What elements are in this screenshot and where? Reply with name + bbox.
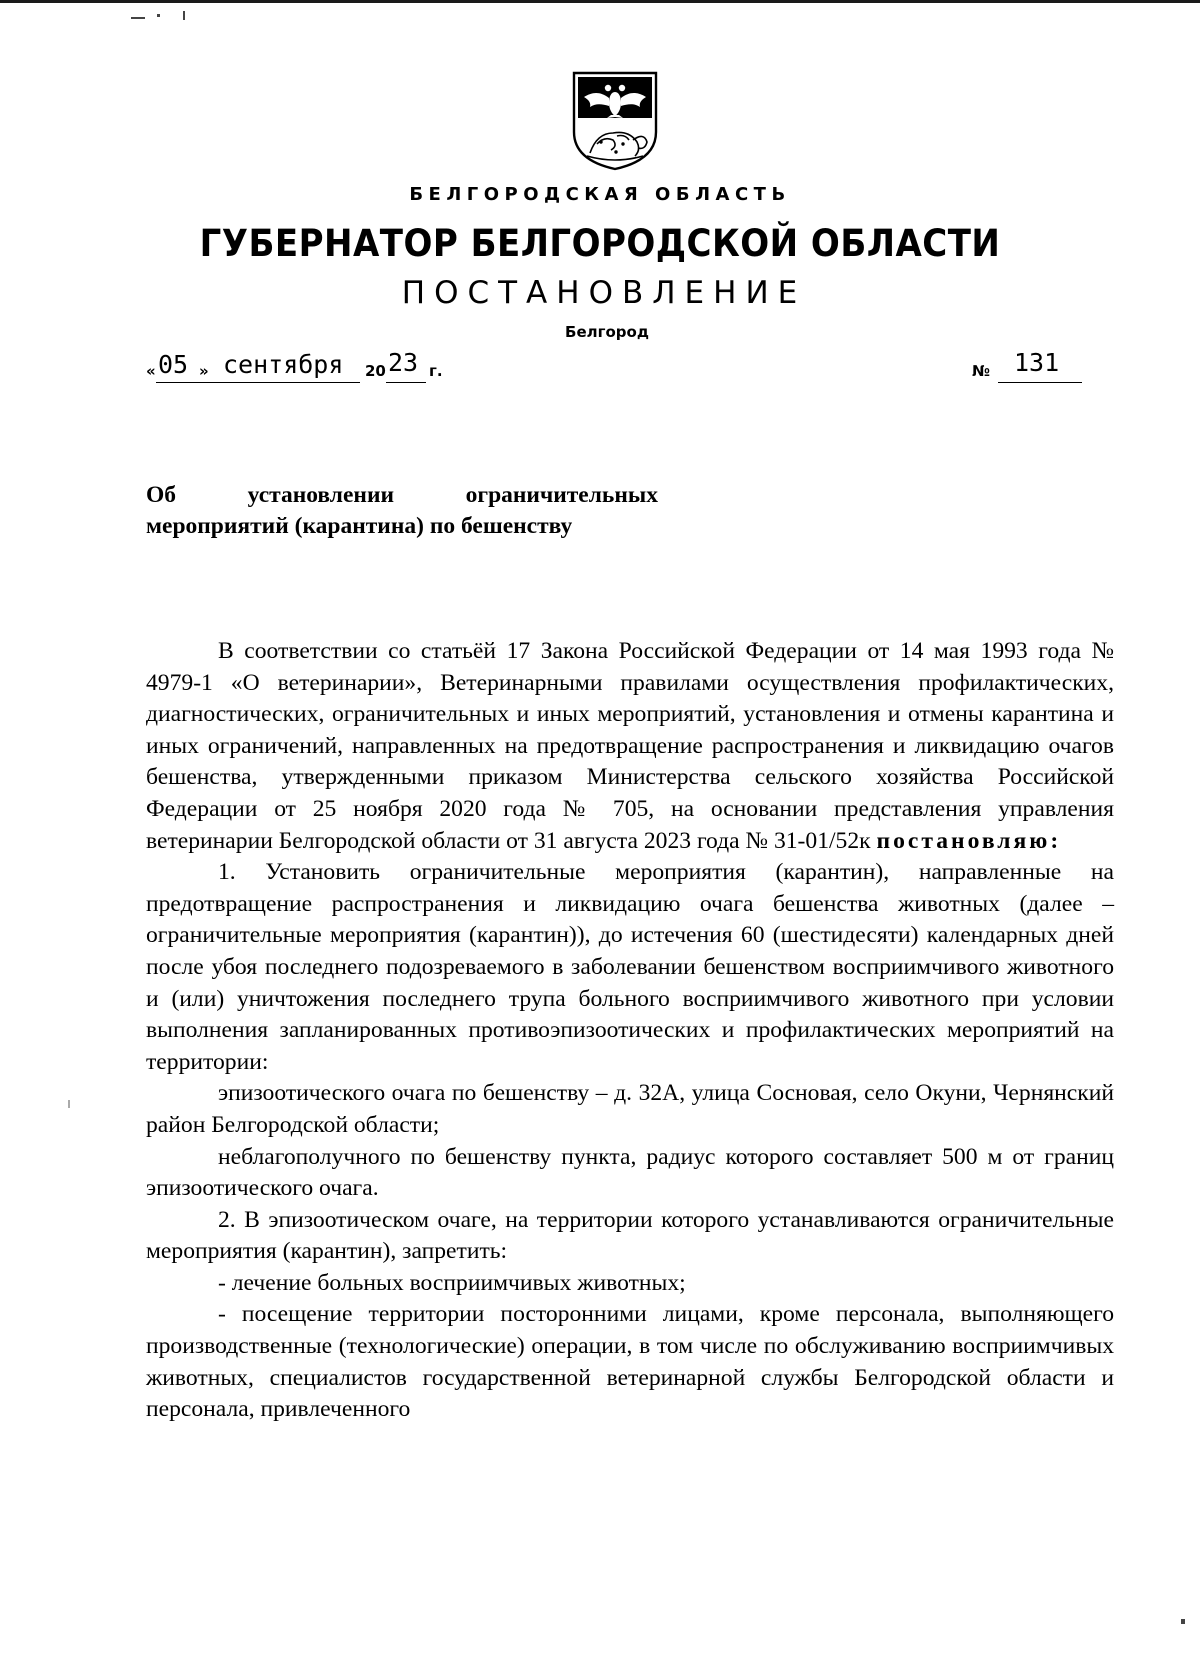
scan-speck: [131, 17, 145, 19]
document-body: [146, 636, 1114, 1426]
region-heading: БЕЛГОРОДСКАЯ ОБЛАСТЬ: [409, 184, 791, 205]
number-underline: [998, 382, 1082, 383]
title-line: мероприятий (карантина) по бешенству: [146, 513, 573, 539]
date-day: 05: [158, 350, 189, 379]
paragraph-1: 1. Установить ограничительные мероприятия (карантин), направленные на предотвращение распространения и ликвидацию очага бешенства животных (далее – ограничительные мероприятия (карантин)), до истечения 60 (шестидесяти) календарных дней после убоя последнего подозреваемого в заболевании бешенством восприимчивого животного и (или) уничтожения последнего трупа больного восприимчивого животного при условии выполнения запланированных противоэпизоотических и профилактических мероприятий на территории:: [146, 859, 1114, 1075]
scan-edge-line: [0, 0, 1200, 3]
date-close-quote: »: [199, 362, 209, 380]
document-type-heading: ПОСТАНОВЛЕНИЕ: [401, 275, 807, 311]
city-label: Белгород: [565, 323, 649, 341]
paragraph-1b: неблагополучного по бешенству пункта, радиус которого составляет 500 м от границ эпизоотического очага.: [146, 1143, 1114, 1202]
date-number-line: [146, 350, 1086, 384]
coat-of-arms-icon: [571, 70, 659, 172]
scan-speck: [68, 1100, 70, 1108]
date-day-underline: [156, 382, 208, 383]
date-open-quote: «: [146, 362, 156, 380]
document-title: [146, 480, 658, 542]
paragraph-1a: эпизоотического очага по бешенству – д. 32А, улица Сосновая, село Окуни, Чернянский район Белгородской области;: [146, 1080, 1114, 1138]
authority-heading: ГУБЕРНАТОР БЕЛГОРОДСКОЙ ОБЛАСТИ: [199, 222, 1001, 265]
date-year-prefix: 20: [365, 362, 386, 380]
scan-speck: [183, 11, 185, 20]
preamble-text: В соответствии со статьёй 17 Закона Российской Федерации от 14 мая 1993 года № 4979-1 «О ветеринарии», Ветеринарными правилами осуществления профилактических, диагностических, ограничительных и иных мероприятий, установления и отмены карантина и иных ограничений, направленных на предотвращение распространения и ликвидацию очагов бешенства, утвержденными приказом Министерства сельского хозяйства Российской Федерации от 25 ноября 2020 года № 705, на основании представления управления ветеринарии Белгородской области от 31 августа 2023 года № 31-01/52к: [146, 638, 1114, 854]
scan-speck: [157, 14, 160, 17]
date-month-underline: [208, 382, 360, 383]
number-label: №: [972, 362, 991, 380]
date-year-underline: [386, 382, 426, 383]
preamble-paragraph: [146, 636, 1114, 857]
paragraph-2: 2. В эпизоотическом очаге, на территории которого устанавливаются ограничительные мероприятия (карантин), запретить:: [146, 1206, 1114, 1265]
date-year-unit: г.: [429, 362, 443, 380]
document-number: 131: [1014, 348, 1060, 377]
title-line: Об установлении ограничительных: [146, 482, 658, 508]
paragraph-2b: - посещение территории посторонними лицами, кроме персонала, выполняющего производственные (технологические) операции, в том числе по обслуживанию восприимчивых животных, специалистов государственной ветеринарной службы Белгородской области и персонала, привлеченного: [146, 1301, 1114, 1423]
resolves-keyword: постановляю:: [876, 827, 1062, 854]
date-year-suffix: 23: [388, 348, 419, 377]
scan-speck: [1181, 1619, 1185, 1624]
paragraph-2a: - лечение больных восприимчивых животных;: [218, 1269, 686, 1296]
date-month: сентября: [223, 350, 344, 379]
